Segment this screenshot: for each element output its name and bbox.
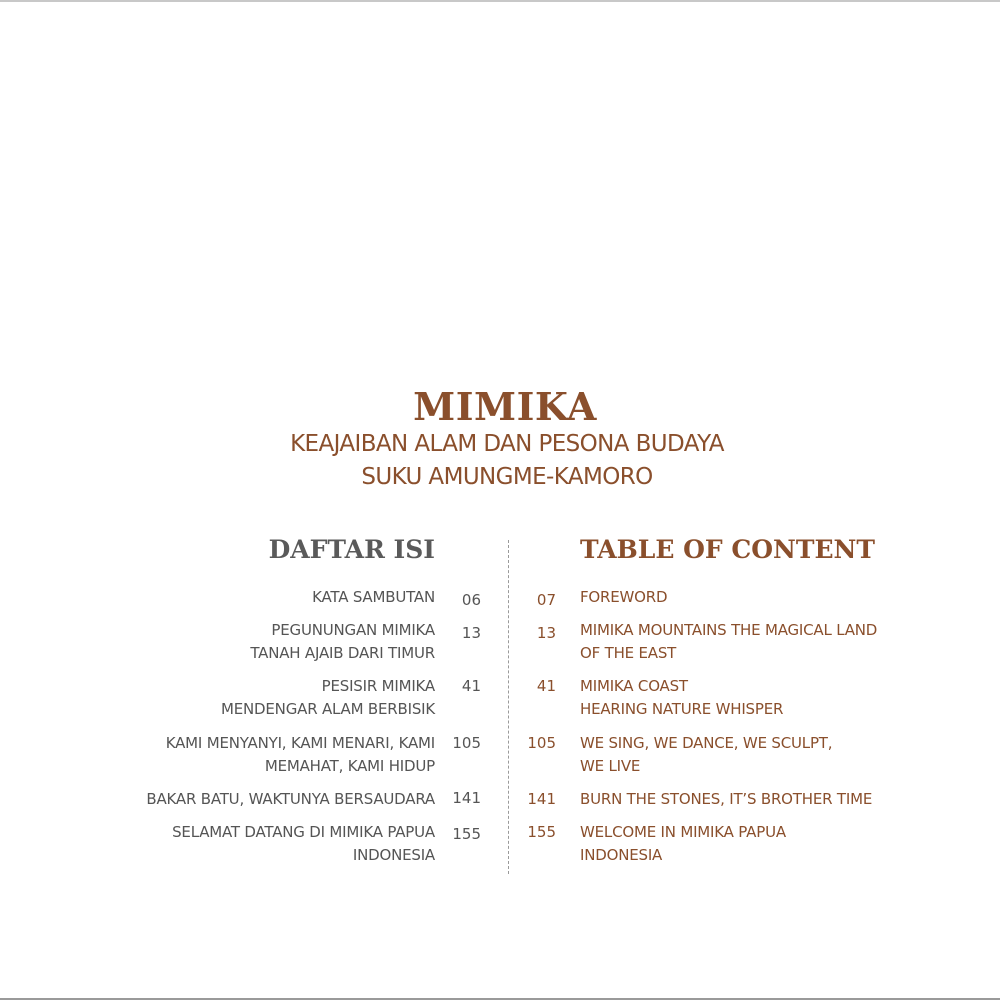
page-number-id-5: 141 <box>452 789 481 807</box>
book-title: MIMIKA <box>413 384 597 429</box>
page-number-en-1: 07 <box>536 591 556 609</box>
toc-entry-text: INDONESIA <box>580 846 663 864</box>
toc-entry-text: TANAH AJAIB DARI TIMUR <box>250 644 435 662</box>
book-subtitle-line-2: SUKU AMUNGME-KAMORO <box>361 464 653 490</box>
toc-entry-text: MIMIKA MOUNTAINS THE MAGICAL LAND <box>580 621 878 639</box>
page-number-id-6: 155 <box>452 825 481 843</box>
page-number-en-4: 105 <box>527 734 556 752</box>
toc-entry-en-4[interactable] <box>580 732 832 778</box>
toc-entry-text: PEGUNUNGAN MIMIKA <box>271 621 435 639</box>
page-number-en-2: 13 <box>536 624 556 642</box>
book-subtitle-line-1: KEAJAIBAN ALAM DAN PESONA BUDAYA <box>290 431 724 457</box>
toc-entry-text: MIMIKA COAST <box>580 677 688 695</box>
toc-entry-en-5[interactable] <box>580 788 872 811</box>
toc-entry-id-4[interactable] <box>166 732 435 778</box>
toc-entry-en-2[interactable] <box>580 619 877 665</box>
toc-entry-id-3[interactable] <box>221 675 435 721</box>
toc-entry-text: MEMAHAT, KAMI HIDUP <box>264 757 435 775</box>
page-number-en-5: 141 <box>527 790 556 808</box>
page-number-id-2: 13 <box>461 624 481 642</box>
toc-entry-text: PESISIR MIMIKA <box>321 677 435 695</box>
toc-entry-id-2[interactable] <box>250 619 435 665</box>
toc-entry-text: KATA SAMBUTAN <box>312 588 435 606</box>
page-number-en-3: 41 <box>536 677 556 695</box>
toc-entry-en-1[interactable] <box>580 586 667 609</box>
page-number-id-4: 105 <box>452 734 481 752</box>
toc-entry-text: MENDENGAR ALAM BERBISIK <box>221 700 435 718</box>
toc-entry-text: BURN THE STONES, IT’S BROTHER TIME <box>580 790 873 808</box>
page-number-id-3: 41 <box>461 677 481 695</box>
toc-heading-english: TABLE OF CONTENT <box>580 535 875 564</box>
toc-entry-text: BAKAR BATU, WAKTUNYA BERSAUDARA <box>146 790 435 808</box>
toc-entry-en-3[interactable] <box>580 675 783 721</box>
toc-entry-en-6[interactable] <box>580 821 786 867</box>
page-number-id-1: 06 <box>461 591 481 609</box>
page-number-en-6: 155 <box>527 823 556 841</box>
top-border <box>0 0 1000 2</box>
toc-entry-text: FOREWORD <box>580 588 668 606</box>
toc-entry-text: HEARING NATURE WHISPER <box>580 700 784 718</box>
toc-entry-id-5[interactable] <box>146 788 435 811</box>
toc-entry-text: WELCOME IN MIMIKA PAPUA <box>580 823 786 841</box>
toc-entry-text: WE LIVE <box>580 757 641 775</box>
column-divider <box>508 540 509 874</box>
toc-entry-id-6[interactable] <box>172 821 435 867</box>
toc-entry-text: SELAMAT DATANG DI MIMIKA PAPUA <box>172 823 435 841</box>
toc-entry-text: OF THE EAST <box>580 644 677 662</box>
toc-heading-indonesian: DAFTAR ISI <box>268 535 435 564</box>
toc-entry-text: WE SING, WE DANCE, WE SCULPT, <box>580 734 833 752</box>
toc-entry-text: KAMI MENYANYI, KAMI MENARI, KAMI <box>165 734 435 752</box>
toc-entry-text: INDONESIA <box>352 846 435 864</box>
toc-entry-id-1[interactable] <box>312 586 435 609</box>
